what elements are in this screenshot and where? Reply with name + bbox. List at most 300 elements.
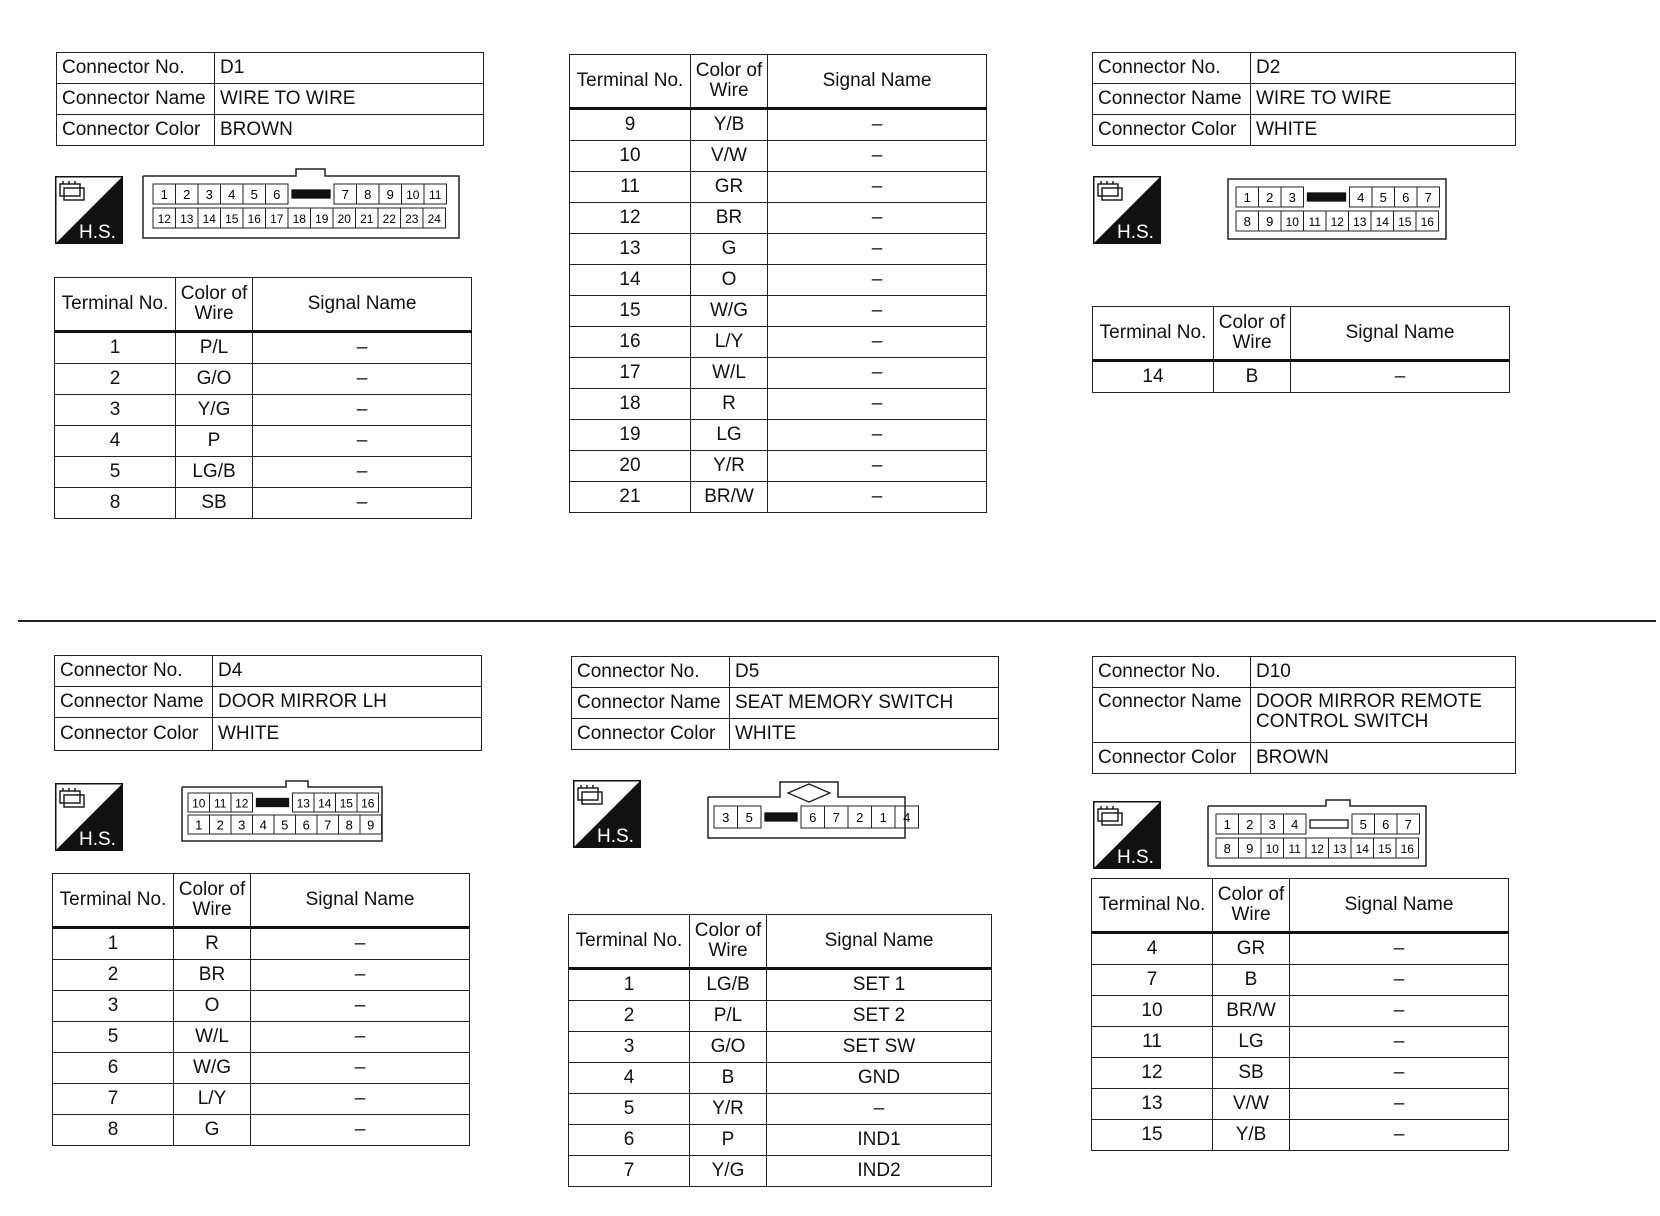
d5-info-table (571, 656, 999, 750)
terminal-no-cell: 16 (570, 327, 691, 358)
signal-name-cell: – (253, 332, 472, 364)
table-row (570, 327, 987, 358)
connector-pin-number: 8 (1243, 214, 1251, 229)
signal-name-cell: – (253, 364, 472, 395)
wire-color-cell: BR/W (691, 482, 768, 513)
connector-pin-number: 15 (339, 796, 353, 811)
d5-terminal-table (568, 914, 992, 1187)
connector-pin-number: 24 (427, 212, 441, 226)
connector-pin-number: 15 (1378, 842, 1392, 856)
terminal-no-cell: 1 (55, 332, 176, 364)
d10-info-table (1092, 656, 1516, 774)
signal-name-cell: – (767, 1094, 992, 1125)
connector-name-label: Connector Name (1093, 688, 1251, 743)
color-of-wire-header: Color of Wire (690, 915, 767, 969)
connector-pin-number: 1 (195, 817, 203, 833)
d1-pins-top (153, 184, 447, 204)
signal-name-cell: SET 2 (767, 1001, 992, 1032)
wire-color-cell: G/O (690, 1032, 767, 1063)
table-row (570, 451, 987, 482)
terminal-no-cell: 14 (570, 265, 691, 296)
wire-color-cell: LG/B (690, 969, 767, 1001)
terminal-no-cell: 5 (53, 1022, 174, 1053)
table-row (570, 172, 987, 203)
terminal-no-cell: 11 (570, 172, 691, 203)
connector-key-slot (292, 190, 330, 198)
hs-label: H.S. (1117, 222, 1154, 243)
table-row (570, 203, 987, 234)
signal-name-cell: – (768, 296, 987, 327)
connector-pin-number: 16 (1400, 842, 1414, 856)
connector-pin-number: 2 (1266, 190, 1274, 205)
connector-pin-number: 1 (1243, 190, 1251, 205)
wire-color-cell: Y/G (176, 395, 253, 426)
wire-color-cell: O (174, 991, 251, 1022)
table-row (53, 1115, 470, 1146)
connector-pin-number: 14 (1375, 215, 1389, 229)
terminal-no-cell: 15 (1092, 1120, 1213, 1151)
wire-color-cell: LG/B (176, 457, 253, 488)
connector-pin-number: 8 (364, 187, 372, 202)
d1-terminal-table (54, 277, 472, 519)
signal-name-cell: IND1 (767, 1125, 992, 1156)
d2-connector-face (1228, 179, 1448, 246)
signal-name-header: Signal Name (1291, 307, 1510, 361)
table-row (53, 1053, 470, 1084)
signal-name-cell: – (251, 1022, 470, 1053)
signal-name-cell: – (1291, 361, 1510, 393)
table-row (53, 1022, 470, 1053)
signal-name-cell: – (768, 109, 987, 141)
connector-key-slot (1308, 193, 1346, 201)
table-row (1093, 361, 1510, 393)
signal-name-cell: – (768, 451, 987, 482)
connector-pin-number: 12 (1310, 842, 1324, 856)
signal-name-cell: – (251, 928, 470, 960)
signal-name-header: Signal Name (1290, 879, 1509, 933)
table-row (569, 1063, 992, 1094)
table-row (570, 482, 987, 513)
d1-info-table (56, 52, 484, 146)
connector-pin-number: 14 (318, 796, 332, 811)
connector-color-value: WHITE (1251, 115, 1516, 146)
signal-name-cell: – (251, 1084, 470, 1115)
connector-pin-number: 9 (1246, 841, 1254, 856)
connector-color-label: Connector Color (1093, 115, 1251, 146)
connector-pin-number: 7 (1424, 190, 1432, 205)
wire-color-cell: P (690, 1125, 767, 1156)
terminal-no-cell: 12 (570, 203, 691, 234)
table-row (570, 141, 987, 172)
connector-pin-number: 7 (1404, 817, 1412, 832)
connector-pin-number: 6 (1402, 190, 1410, 205)
connector-no-label: Connector No. (55, 656, 213, 687)
connector-pin-number: 19 (315, 212, 329, 226)
connector-pin-number: 15 (1398, 215, 1412, 229)
connector-color-label: Connector Color (1093, 743, 1251, 774)
wire-color-cell: O (691, 265, 768, 296)
terminal-no-cell: 6 (569, 1125, 690, 1156)
connector-pin-number: 5 (250, 187, 258, 202)
wire-color-cell: V/W (1213, 1089, 1290, 1120)
wire-color-cell: V/W (691, 141, 768, 172)
signal-name-cell: – (253, 426, 472, 457)
signal-name-cell: – (1290, 1027, 1509, 1058)
table-row (1092, 965, 1509, 996)
wire-color-cell: R (691, 389, 768, 420)
table-row (570, 265, 987, 296)
connector-pin-number: 14 (202, 212, 216, 226)
table-row (570, 109, 987, 141)
wire-color-cell: LG (691, 420, 768, 451)
signal-name-header: Signal Name (768, 55, 987, 109)
wire-color-cell: G (174, 1115, 251, 1146)
connector-pin-number: 8 (345, 817, 353, 833)
signal-name-cell: – (768, 482, 987, 513)
connector-pin-number: 1 (160, 187, 168, 202)
terminal-no-cell: 1 (569, 969, 690, 1001)
table-row (55, 395, 472, 426)
hs-label: H.S. (1117, 847, 1154, 868)
connector-color-value: WHITE (213, 718, 482, 751)
d4-terminal-table (52, 873, 470, 1146)
connector-pin-number: 10 (192, 796, 206, 811)
table-row (53, 960, 470, 991)
terminal-no-cell: 21 (570, 482, 691, 513)
hs-label: H.S. (79, 829, 116, 850)
connector-key-slot (257, 799, 289, 807)
connector-no-value: D10 (1251, 657, 1516, 688)
connector-pin-number: 4 (1291, 817, 1299, 832)
connector-pin-number: 2 (1246, 817, 1254, 832)
connector-no-value: D4 (213, 656, 482, 687)
terminal-no-cell: 10 (570, 141, 691, 172)
connector-name-label: Connector Name (57, 84, 215, 115)
connector-color-label: Connector Color (572, 719, 730, 750)
d2-pins-top (1236, 187, 1440, 207)
table-row (55, 457, 472, 488)
signal-name-cell: – (253, 395, 472, 426)
terminal-no-cell: 7 (53, 1084, 174, 1115)
terminal-no-cell: 7 (569, 1156, 690, 1187)
connector-pin-number: 21 (360, 212, 374, 226)
terminal-no-cell: 12 (1092, 1058, 1213, 1089)
wire-color-cell: Y/R (691, 451, 768, 482)
connector-pin-number: 1 (1223, 817, 1231, 832)
wire-color-cell: B (1214, 361, 1291, 393)
table-row (570, 296, 987, 327)
signal-name-cell: – (768, 172, 987, 203)
terminal-no-cell: 5 (55, 457, 176, 488)
connector-name-label: Connector Name (572, 688, 730, 719)
d2-rows (1093, 361, 1510, 393)
table-row (55, 364, 472, 395)
d2-info-table (1092, 52, 1516, 146)
signal-name-cell: IND2 (767, 1156, 992, 1187)
table-row (1092, 1058, 1509, 1089)
signal-name-cell: – (768, 358, 987, 389)
connector-pin-number: 9 (1266, 214, 1274, 229)
table-row (569, 969, 992, 1001)
connector-pin-number: 2 (216, 817, 224, 833)
wire-color-cell: Y/R (690, 1094, 767, 1125)
wire-color-cell: GR (691, 172, 768, 203)
signal-name-cell: – (251, 960, 470, 991)
connector-pin-number: 10 (406, 188, 420, 202)
terminal-no-cell: 15 (570, 296, 691, 327)
connector-pin-number: 3 (1268, 817, 1276, 832)
connector-no-value: D5 (730, 657, 999, 688)
connector-name-value: SEAT MEMORY SWITCH (730, 688, 999, 719)
connector-no-value: D2 (1251, 53, 1516, 84)
terminal-no-cell: 2 (55, 364, 176, 395)
connector-pin-number: 4 (228, 187, 236, 202)
table-row (1092, 996, 1509, 1027)
terminal-no-cell: 5 (569, 1094, 690, 1125)
connector-pin-number: 11 (429, 188, 442, 202)
wire-color-cell: W/L (174, 1022, 251, 1053)
connector-color-value: BROWN (1251, 743, 1516, 774)
terminal-no-cell: 10 (1092, 996, 1213, 1027)
connector-pin-number: 8 (1223, 841, 1231, 856)
wire-color-cell: BR/W (1213, 996, 1290, 1027)
table-row (1092, 1027, 1509, 1058)
connector-pin-number: 4 (1357, 190, 1365, 205)
terminal-no-cell: 20 (570, 451, 691, 482)
connector-pin-number: 5 (745, 810, 753, 825)
connector-pin-number: 12 (1330, 215, 1344, 229)
d1-rows (55, 332, 472, 519)
terminal-no-header: Terminal No. (55, 278, 176, 332)
connector-key-slot (765, 813, 797, 821)
color-of-wire-header: Color of Wire (174, 874, 251, 928)
d10-rows (1092, 933, 1509, 1151)
table-row (1092, 1120, 1509, 1151)
d10-pins-top (1216, 814, 1420, 834)
connector-pin-number: 3 (205, 187, 213, 202)
signal-name-cell: – (251, 991, 470, 1022)
connector-pin-number: 1 (879, 810, 887, 825)
hs-icon (55, 783, 123, 851)
d4-connector-face (182, 787, 384, 848)
connector-pin-number: 3 (722, 810, 730, 825)
terminal-no-cell: 4 (55, 426, 176, 457)
d4-info-table (54, 655, 482, 751)
wire-color-cell: BR (691, 203, 768, 234)
connector-pin-number: 2 (856, 810, 864, 825)
table-row (55, 332, 472, 364)
connector-no-label: Connector No. (1093, 657, 1251, 688)
wire-color-cell: W/L (691, 358, 768, 389)
connector-pin-number: 7 (341, 187, 349, 202)
signal-name-cell: – (768, 420, 987, 451)
table-row (570, 234, 987, 265)
signal-name-cell: – (253, 488, 472, 519)
connector-pin-number: 4 (903, 810, 911, 825)
section-divider (18, 620, 1656, 622)
connector-pin-number: 13 (1353, 215, 1367, 229)
connector-pin-number: 13 (180, 212, 194, 226)
signal-name-cell: GND (767, 1063, 992, 1094)
connector-pin-number: 17 (270, 212, 284, 226)
table-row (55, 488, 472, 519)
wire-color-cell: SB (1213, 1058, 1290, 1089)
d2-terminal-table (1092, 306, 1510, 393)
signal-name-cell: – (1290, 965, 1509, 996)
d10-terminal-table (1091, 878, 1509, 1151)
signal-name-header: Signal Name (767, 915, 992, 969)
d1-continued-terminal-table (569, 54, 987, 513)
signal-name-cell: – (768, 389, 987, 420)
table-row (55, 426, 472, 457)
table-row (569, 1001, 992, 1032)
wire-color-cell: LG (1213, 1027, 1290, 1058)
connector-pin-number: 11 (1308, 215, 1321, 229)
hs-label: H.S. (597, 826, 634, 847)
d5-connector-face (708, 782, 911, 845)
signal-name-cell: – (1290, 933, 1509, 965)
connector-name-label: Connector Name (55, 687, 213, 718)
connector-pin-number: 9 (367, 817, 375, 833)
color-of-wire-header: Color of Wire (1213, 879, 1290, 933)
wire-color-cell: W/G (691, 296, 768, 327)
signal-name-cell: SET 1 (767, 969, 992, 1001)
connector-name-value: DOOR MIRROR REMOTE CONTROL SWITCH (1251, 688, 1516, 743)
table-row (53, 1084, 470, 1115)
signal-name-header: Signal Name (251, 874, 470, 928)
connector-key-slot (1310, 820, 1348, 828)
hs-icon (1093, 176, 1161, 244)
signal-name-cell: – (251, 1053, 470, 1084)
connector-pin-number: 3 (1288, 190, 1296, 205)
terminal-no-header: Terminal No. (1092, 879, 1213, 933)
connector-pin-number: 18 (292, 212, 306, 226)
wire-color-cell: L/Y (174, 1084, 251, 1115)
wire-color-cell: R (174, 928, 251, 960)
d2-pins-bottom (1236, 211, 1439, 231)
connector-name-value: WIRE TO WIRE (215, 84, 484, 115)
connector-pin-number: 6 (302, 817, 310, 833)
connector-pin-number: 9 (386, 187, 394, 202)
terminal-no-cell: 8 (55, 488, 176, 519)
table-row (1092, 1089, 1509, 1120)
connector-pin-number: 12 (157, 212, 171, 226)
connector-pin-number: 3 (238, 817, 246, 833)
connector-pin-number: 4 (259, 817, 267, 833)
wire-color-cell: B (1213, 965, 1290, 996)
table-row (569, 1032, 992, 1063)
d1-pins-bottom (153, 208, 446, 228)
connector-pin-number: 10 (1265, 842, 1279, 856)
connector-color-value: WHITE (730, 719, 999, 750)
wire-color-cell: P/L (690, 1001, 767, 1032)
color-of-wire-header: Color of Wire (176, 278, 253, 332)
terminal-no-cell: 3 (55, 395, 176, 426)
table-row (569, 1125, 992, 1156)
signal-name-cell: – (253, 457, 472, 488)
wire-color-cell: Y/G (690, 1156, 767, 1187)
terminal-no-cell: 19 (570, 420, 691, 451)
wire-color-cell: P (176, 426, 253, 457)
wire-color-cell: B (690, 1063, 767, 1094)
table-row (53, 928, 470, 960)
signal-name-cell: – (768, 234, 987, 265)
d10-pins-bottom (1216, 838, 1419, 858)
connector-pin-number: 20 (337, 212, 351, 226)
hs-icon (1093, 801, 1161, 869)
wire-color-cell: SB (176, 488, 253, 519)
connector-pin-number: 22 (382, 212, 396, 226)
connector-color-label: Connector Color (57, 115, 215, 146)
connector-pin-number: 10 (1285, 215, 1299, 229)
wire-color-cell: G (691, 234, 768, 265)
terminal-no-cell: 8 (53, 1115, 174, 1146)
d4-pins-bottom (188, 815, 382, 834)
terminal-no-cell: 17 (570, 358, 691, 389)
table-row (569, 1094, 992, 1125)
connector-pin-number: 16 (1420, 215, 1434, 229)
connector-pin-number: 6 (809, 810, 817, 825)
connector-name-value: DOOR MIRROR LH (213, 687, 482, 718)
wire-color-cell: Y/B (1213, 1120, 1290, 1151)
connector-pin-number: 14 (1355, 842, 1369, 856)
signal-name-cell: SET SW (767, 1032, 992, 1063)
wire-color-cell: G/O (176, 364, 253, 395)
signal-name-cell: – (768, 203, 987, 234)
connector-color-value: BROWN (215, 115, 484, 146)
wire-color-cell: BR (174, 960, 251, 991)
terminal-no-cell: 4 (569, 1063, 690, 1094)
terminal-no-cell: 9 (570, 109, 691, 141)
connector-pin-number: 23 (405, 212, 419, 226)
connector-pin-number: 5 (1359, 817, 1367, 832)
signal-name-cell: – (1290, 1120, 1509, 1151)
connector-pin-number: 5 (281, 817, 289, 833)
terminal-no-cell: 11 (1092, 1027, 1213, 1058)
d4-rows (53, 928, 470, 1146)
connector-pin-number: 6 (273, 187, 281, 202)
connector-pin-number: 16 (361, 796, 375, 811)
connector-name-label: Connector Name (1093, 84, 1251, 115)
terminal-no-cell: 2 (569, 1001, 690, 1032)
terminal-no-cell: 4 (1092, 933, 1213, 965)
signal-name-header: Signal Name (253, 278, 472, 332)
terminal-no-cell: 18 (570, 389, 691, 420)
connector-no-label: Connector No. (572, 657, 730, 688)
d1-connector-face (143, 176, 459, 245)
table-row (570, 358, 987, 389)
color-of-wire-header: Color of Wire (691, 55, 768, 109)
terminal-no-cell: 14 (1093, 361, 1214, 393)
signal-name-cell: – (768, 141, 987, 172)
terminal-no-cell: 2 (53, 960, 174, 991)
terminal-no-header: Terminal No. (570, 55, 691, 109)
terminal-no-cell: 3 (53, 991, 174, 1022)
d4-pins-top (188, 793, 379, 812)
connector-no-label: Connector No. (57, 53, 215, 84)
d10-connector-face (1208, 806, 1428, 873)
terminal-no-cell: 1 (53, 928, 174, 960)
table-row (570, 420, 987, 451)
table-row (1092, 933, 1509, 965)
connector-pin-number: 11 (1288, 842, 1301, 856)
d1-continued-rows (570, 109, 987, 513)
signal-name-cell: – (768, 265, 987, 296)
wire-color-cell: W/G (174, 1053, 251, 1084)
signal-name-cell: – (768, 327, 987, 358)
connector-pin-number: 7 (832, 810, 840, 825)
connector-pin-number: 11 (214, 796, 227, 811)
